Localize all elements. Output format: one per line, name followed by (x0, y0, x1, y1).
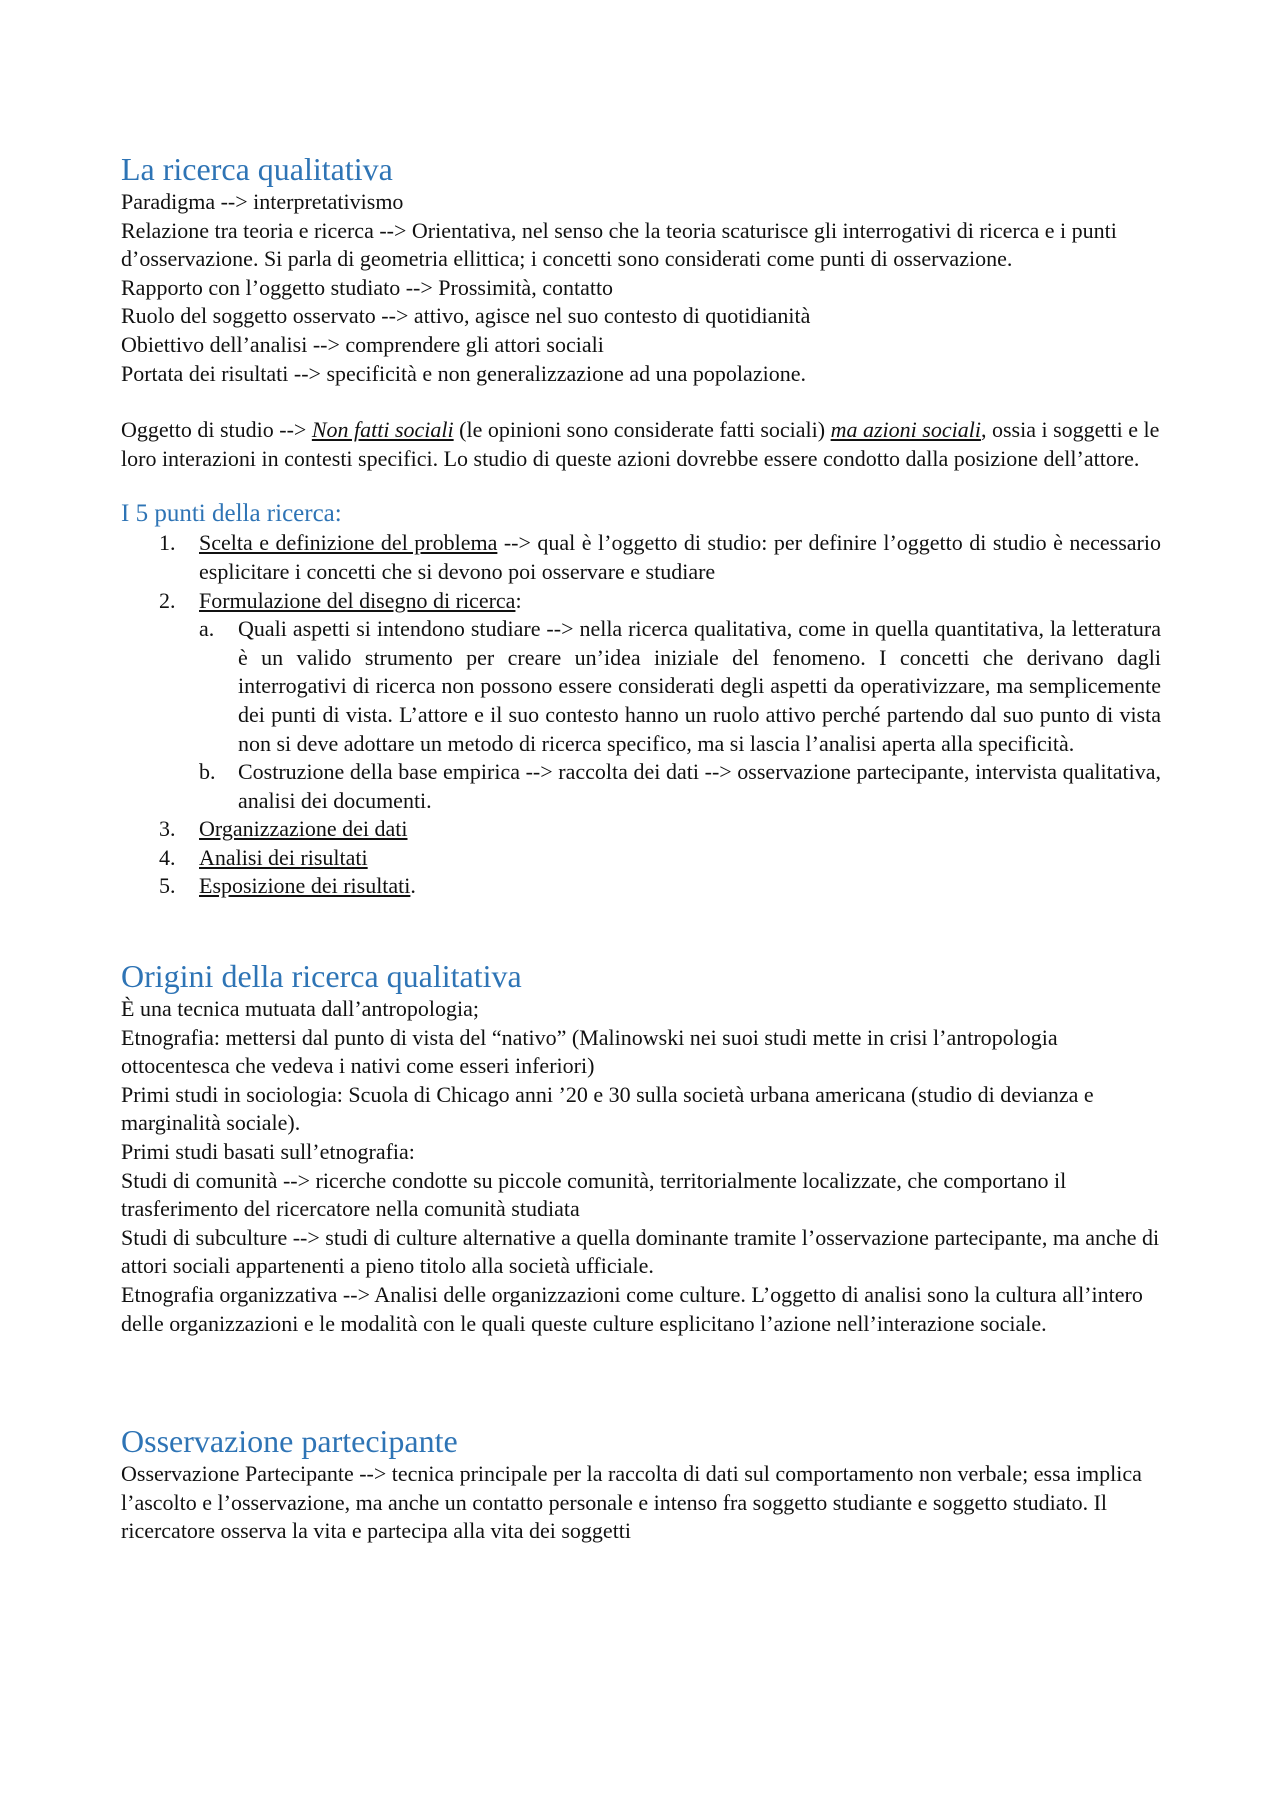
paragraph: Obiettivo dell’analisi --> comprendere gli attori sociali (121, 331, 604, 357)
sub-list-item (121, 758, 1161, 815)
spacer (121, 388, 1161, 416)
list-item-label: Scelta e definizione del problema (199, 530, 498, 556)
section-title-origini: Origini della ricerca qualitativa (121, 958, 522, 995)
paragraph: Etnografia: mettersi dal punto di vista del “nativo” (Malinowski nei suoi studi mette in crisi l’antropologia ottocentesca che vedeva i nativi come esseri inferiori) (121, 1024, 1058, 1079)
document-page (121, 150, 1161, 1546)
paragraph: Studi di comunità --> ricerche condotte su piccole comunità, territorialmente localizzate, che comportano il trasferimento del ricercatore nella comunità studiata (121, 1167, 1067, 1222)
paragraph-oggetto-di-studio (121, 416, 1161, 473)
list-number: 1. (159, 530, 176, 556)
numbered-list (121, 529, 1161, 901)
list-item (121, 872, 1161, 901)
list-number: 5. (159, 873, 176, 899)
paragraph: Portata dei risultati --> specificità e non generalizzazione ad una popolazione. (121, 360, 806, 386)
paragraph: Osservazione Partecipante --> tecnica principale per la raccolta di dati sul comportamento non verbale; essa implica l’ascolto e l’osservazione, ma anche un contatto personale e intenso fra soggetto studiante e soggetto studiato. Il ricercatore osserva la vita e partecipa alla vita dei soggetti (121, 1461, 1142, 1544)
spacer (121, 473, 1161, 499)
paragraph: Rapporto con l’oggetto studiato --> Prossimità, contatto (121, 274, 614, 300)
list-item-label: Esposizione dei risultati (199, 873, 411, 899)
subsection-title-5-punti: I 5 punti della ricerca: (121, 500, 342, 528)
list-item (121, 529, 1161, 586)
list-item-text: . (410, 873, 416, 899)
list-number: 3. (159, 816, 176, 842)
text-run: , ossia i soggetti e le loro interazioni in contesti specifici. Lo studio di queste azioni dovrebbe essere condotto dalla posizione dell’attore. (121, 417, 1160, 471)
paragraph: Ruolo del soggetto osservato --> attivo, agisce nel suo contesto di quotidianità (121, 303, 811, 329)
sub-list-item (121, 615, 1161, 758)
paragraph: Studi di subculture --> studi di culture alternative a quella dominante tramite l’osservazione partecipante, ma anche di attori sociali appartenenti a pieno titolo alla società ufficiale. (121, 1224, 1160, 1279)
list-letter: b. (199, 759, 216, 785)
paragraph: Primi studi in sociologia: Scuola di Chicago anni ’20 e 30 sulla società urbana americana (studio di devianza e marginalità sociale). (121, 1081, 1094, 1136)
paragraph: Primi studi basati sull’etnografia: (121, 1139, 415, 1165)
list-item-label: Analisi dei risultati (199, 844, 368, 870)
paragraph: Paradigma --> interpretativismo (121, 189, 404, 214)
sub-list-item-text: Quali aspetti si intendono studiare --> nella ricerca qualitativa, come in quella quantitativa, la letteratura è un valido strumento per creare un’idea iniziale del fenomeno. I concetti che derivano dagli interrogativi di ricerca non possono essere considerati degli aspetti da operativizzare, ma semplicemente dei punti di vista. L’attore e il suo contesto hanno un ruolo attivo perché partendo dal suo punto di vista non si deve adottare un metodo di ricerca specifico, ma si lascia l’analisi aperta alla specificità. (238, 616, 1161, 756)
paragraph: Etnografia organizzativa --> Analisi delle organizzazioni come culture. L’oggetto di analisi sono la cultura all’intero delle organizzazioni e le modalità con le quali queste culture esplicitano l’azione nell’interazione sociale. (121, 1282, 1143, 1336)
list-item-label: Organizzazione dei dati (199, 816, 408, 842)
sub-list-item-text: Costruzione della base empirica --> raccolta dei dati --> osservazione partecipante, intervista qualitativa, analisi dei documenti. (238, 759, 1161, 813)
list-item (121, 587, 1161, 616)
list-item-text: --> qual è l’oggetto di studio: per definire l’oggetto di studio è necessario esplicitare i concetti che si devono poi osservare e studiare (199, 530, 1161, 584)
spacer (121, 1338, 1161, 1422)
underlined-phrase-non-fatti-sociali: Non fatti sociali (311, 417, 454, 443)
list-item-label: Formulazione del disegno di ricerca (199, 587, 516, 613)
text-run: Oggetto di studio --> (121, 417, 312, 443)
list-item (121, 844, 1161, 873)
list-item (121, 815, 1161, 844)
list-letter: a. (199, 616, 215, 642)
text-run: (le opinioni sono considerate fatti sociali) (453, 417, 831, 443)
list-number: 4. (159, 844, 176, 870)
spacer (121, 901, 1161, 957)
list-item-text: : (515, 587, 522, 613)
underlined-phrase-azioni-sociali: ma azioni sociali (830, 417, 981, 443)
paragraph: Relazione tra teoria e ricerca --> Orientativa, nel senso che la teoria scaturisce gli interrogativi di ricerca e i punti d’osservazione. Si parla di geometria ellittica; i concetti sono considerati come punti di osservazione. (121, 217, 1117, 272)
section-title-ricerca-qualitativa: La ricerca qualitativa (121, 151, 393, 187)
section-title-osservazione-partecipante: Osservazione partecipante (121, 1423, 458, 1460)
list-number: 2. (159, 587, 176, 613)
paragraph: È una tecnica mutuata dall’antropologia; (121, 996, 479, 1022)
